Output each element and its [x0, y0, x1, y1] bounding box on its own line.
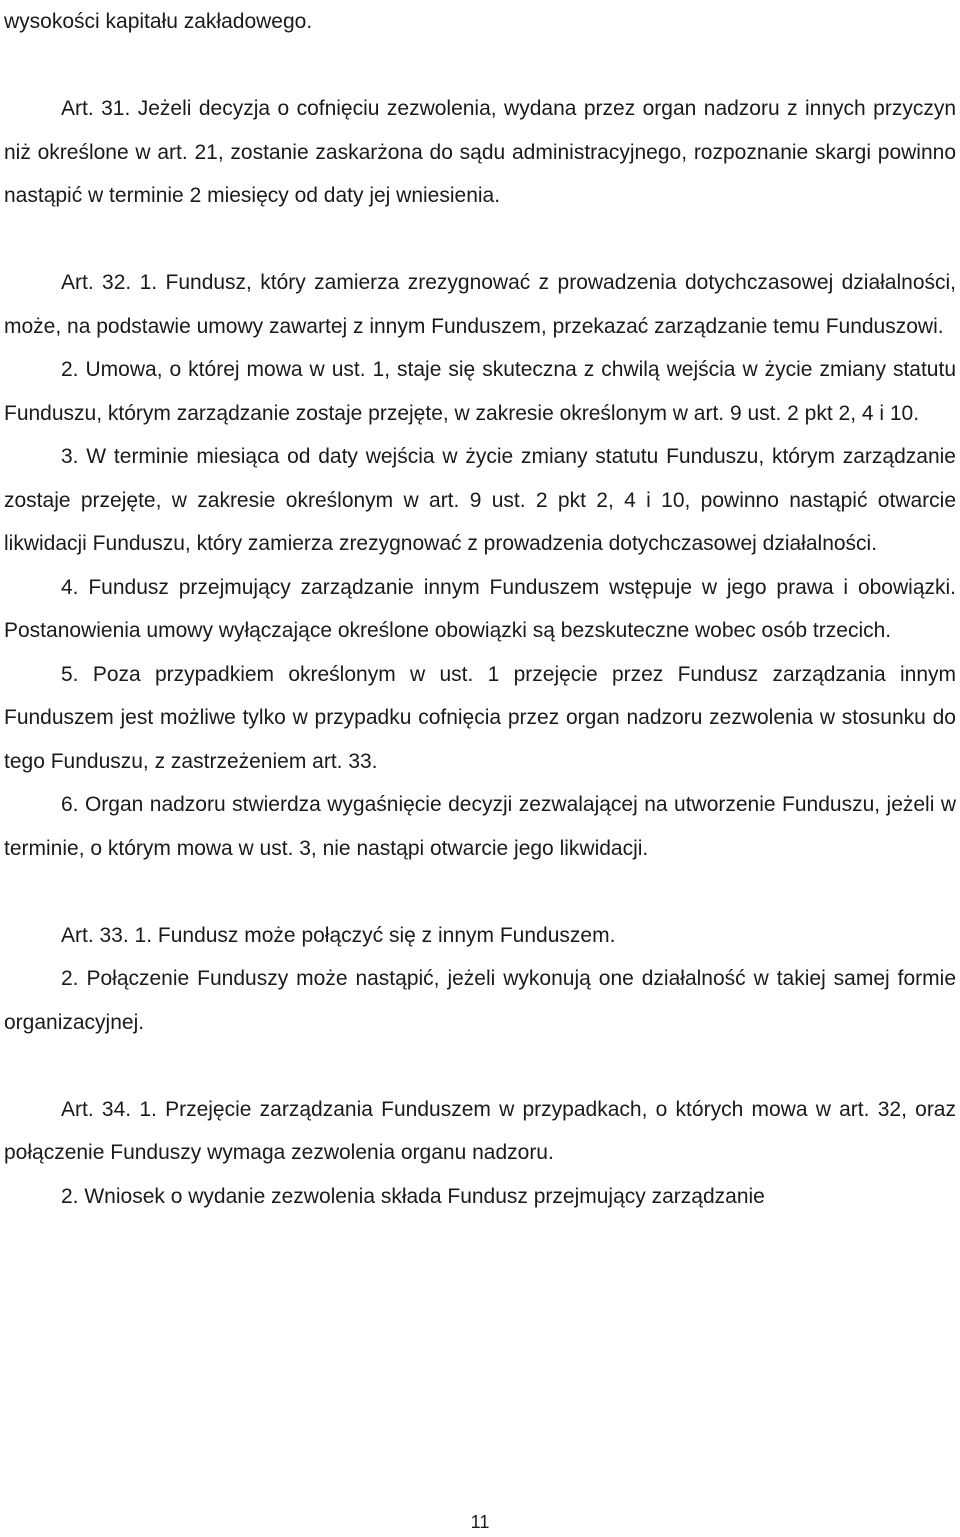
- article-33-section-1: Art. 33. 1. Fundusz może połączyć się z innym Funduszem.: [61, 923, 616, 947]
- article-31: Art. 31. Jeżeli decyzja o cofnięciu zezwolenia, wydana przez organ nadzoru z innych przyczyn niż określone w art. 21, zostanie zaskarżona do sądu administracyjnego, rozpoznanie skargi powinno nastąpić w terminie 2 miesięcy od daty jej wniesienia.: [4, 97, 956, 207]
- article-34-section-1: Art. 34. 1. Przejęcie zarządzania Funduszem w przypadkach, o których mowa w art. 32, oraz połączenie Funduszy wymaga zezwolenia organu nadzoru.: [4, 1097, 956, 1164]
- paragraph-gap: [4, 218, 956, 262]
- paragraph-continuation: wysokości kapitału zakładowego.: [4, 10, 313, 33]
- article-32-section-2: 2. Umowa, o której mowa w ust. 1, staje się skuteczna z chwilą wejścia w życie zmiany statutu Funduszu, którym zarządzanie zostaje przejęte, w zakresie określonym w art. 9 ust. 2 pkt 2, 4 i 10.: [4, 358, 956, 425]
- article-33-section-2: 2. Połączenie Funduszy może nastąpić, jeżeli wykonują one działalność w takiej samej formie organizacyjnej.: [4, 967, 956, 1034]
- paragraph-gap: [4, 870, 956, 914]
- article-32-section-3: 3. W terminie miesiąca od daty wejścia w życie zmiany statutu Funduszu, którym zarządzanie zostaje przejęte, w zakresie określonym w art. 9 ust. 2 pkt 2, 4 i 10, powinno nastąpić otwarcie likwidacji Funduszu, który zamierza zrezygnować z prowadzenia dotychczasowej działalności.: [4, 445, 956, 555]
- article-32-section-4: 4. Fundusz przejmujący zarządzanie innym Funduszem wstępuje w jego prawa i obowiązki. Postanowienia umowy wyłączające określone obowiązki są bezskuteczne wobec osób trzecich.: [4, 575, 956, 642]
- article-32-section-1: Art. 32. 1. Fundusz, który zamierza zrezygnować z prowadzenia dotychczasowej działalności, może, na podstawie umowy zawartej z innym Funduszem, przekazać zarządzanie temu Funduszowi.: [4, 271, 956, 338]
- document-page: [4, 0, 956, 1218]
- page-number: 11: [470, 1512, 490, 1532]
- paragraph-gap: [4, 1044, 956, 1088]
- article-34-section-2: 2. Wniosek o wydanie zezwolenia składa Fundusz przejmujący zarządzanie: [61, 1184, 765, 1208]
- paragraph-gap: [4, 44, 956, 88]
- article-32-section-5: 5. Poza przypadkiem określonym w ust. 1 przejęcie przez Fundusz zarządzania innym Funduszem jest możliwe tylko w przypadku cofnięcia przez organ nadzoru zezwolenia w stosunku do tego Funduszu, z zastrzeżeniem art. 33.: [4, 662, 956, 773]
- article-32-section-6: 6. Organ nadzoru stwierdza wygaśnięcie decyzji zezwalającej na utworzenie Funduszu, jeżeli w terminie, o którym mowa w ust. 3, nie nastąpi otwarcie jego likwidacji.: [4, 793, 956, 860]
